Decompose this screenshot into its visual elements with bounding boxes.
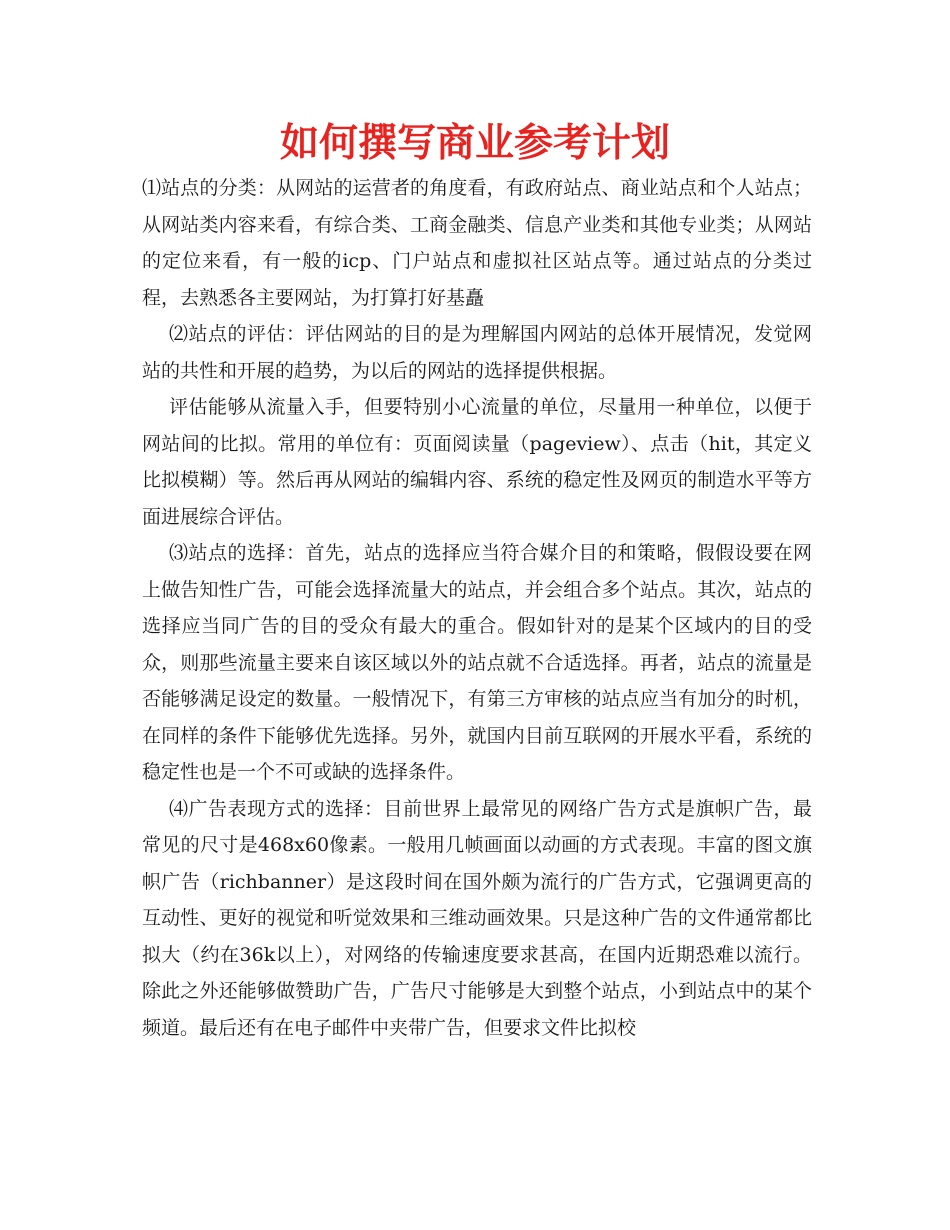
paragraph-evaluation-method: 评估能够从流量入手，但要特别小心流量的单位，尽量用一种单位，以便于网站间的比拟。常用的单位有：页面阅读量（pageview）、点击（hit，其定义比拟模糊）等。然后再从网站的编辑内容、系统的稳定性及网页的制造水平等方面进展综合评估。 [142,396,812,528]
document-title: 如何撰写商业参考计划 [279,121,670,166]
paragraph-site-selection: ⑶站点的选择：首先，站点的选择应当符合媒介目的和策略，假假设要在网上做告知性广告，可能会选择流量大的站点，并会组合多个站点。其次，站点的选择应当同广告的目的受众有最大的重合。假如针对的是某个区域内的目的受众，则那些流量主要来自该区域以外的站点就不合适选择。再者，站点的流量是否能够满足设定的数量。一般情况下，有第三方审核的站点应当有加分的时机，在同样的条件下能够优先选择。另外，就国内目前互联网的开展水平看，系统的稳定性也是一个不可或缺的选择条件。 [142,542,812,783]
paragraph-ad-format-selection: ⑷广告表现方式的选择：目前世界上最常见的网络广告方式是旗帜广告，最常见的尺寸是468x60像素。一般用几帧画面以动画的方式表现。丰富的图文旗帜广告（richbanner）是这段时间在国外颇为流行的广告方式，它强调更高的互动性、更好的视觉和听觉效果和三维动画效果。只是这种广告的文件通常都比拟大（约在36k以上），对网络的传输速度要求甚高，在国内近期恐难以流行。除此之外还能够做赞助广告，广告尺寸能够是大到整个站点，小到站点中的某个频道。最后还有在电子邮件中夹带广告，但要求文件比拟校 [142,797,812,1039]
document-body [142,170,812,1046]
paragraph-site-classification: ⑴站点的分类：从网站的运营者的角度看，有政府站点、商业站点和个人站点；从网站类内容来看，有综合类、工商金融类、信息产业类和其他专业类；从网站的定位来看，有一般的icp、门户站点和虚拟社区站点等。通过站点的分类过程，去熟悉各主要网站，为打算打好基矗 [142,177,812,309]
paragraph-site-evaluation: ⑵站点的评估：评估网站的目的是为理解国内网站的总体开展情况，发觉网站的共性和开展的趋势，为以后的网站的选择提供根据。 [142,323,812,382]
